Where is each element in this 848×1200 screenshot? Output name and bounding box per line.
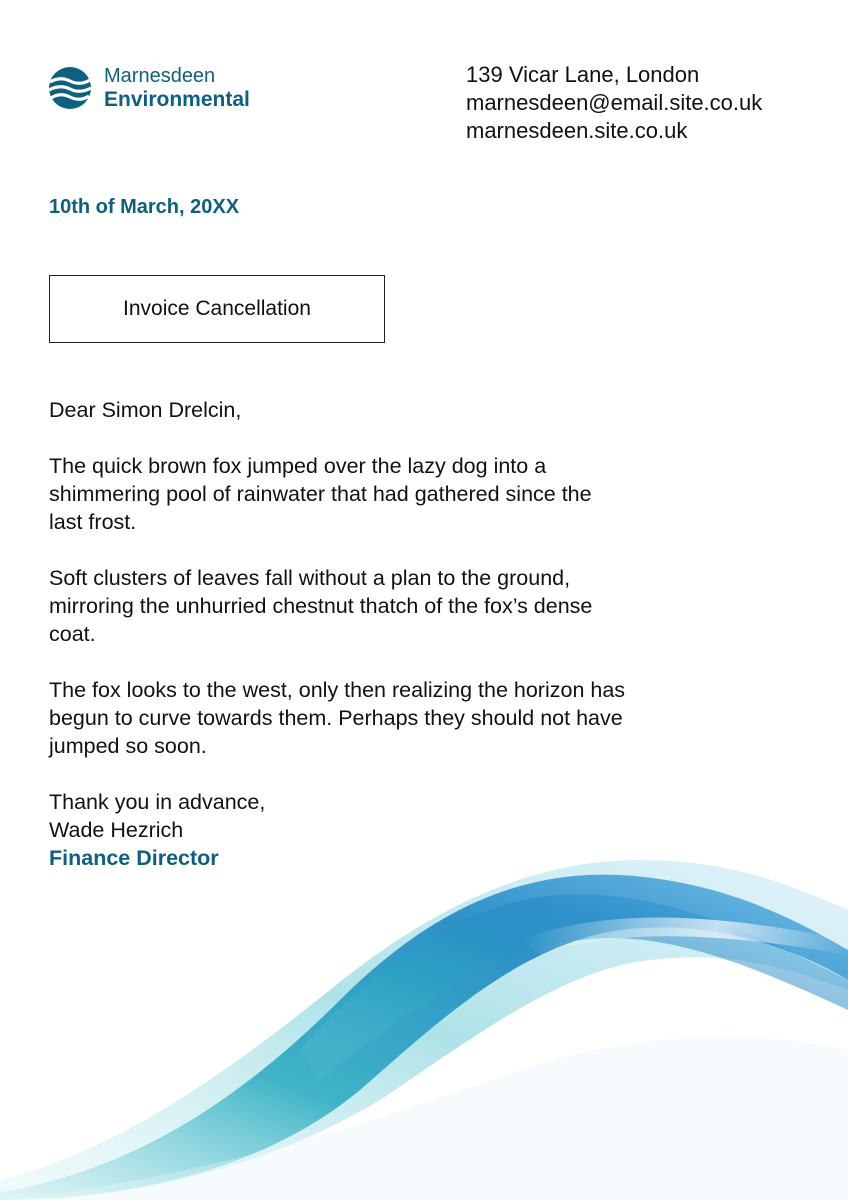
paragraph-2: Soft clusters of leaves fall without a plan to the ground, mirroring the unhurried chestnut thatch of the fox’s dense coat. <box>49 566 593 646</box>
company-logo <box>48 64 250 112</box>
address: 139 Vicar Lane, London <box>466 62 700 87</box>
signer-title: Finance Director <box>49 846 219 870</box>
wave-globe-icon <box>48 66 92 110</box>
subject-box <box>49 275 385 343</box>
paragraph-3: The fox looks to the west, only then realizing the horizon has begun to curve towards them. Perhaps they should not have jumped so soon. <box>49 678 626 758</box>
salutation: Dear Simon Drelcin, <box>49 398 242 422</box>
letter-body <box>49 396 629 872</box>
letter-date: 10th of March, 20XX <box>49 196 240 218</box>
subject-text: Invoice Cancellation <box>123 297 311 320</box>
company-name-line1: Marnesdeen <box>104 65 216 87</box>
paragraph-1: The quick brown fox jumped over the lazy dog into a shimmering pool of rainwater that had gathered since the last frost. <box>49 454 592 534</box>
signoff: Thank you in advance, <box>49 790 266 814</box>
decorative-wave <box>0 820 848 1200</box>
company-name-line2: Environmental <box>104 88 250 111</box>
contact-block <box>466 61 762 145</box>
website: marnesdeen.site.co.uk <box>466 118 688 143</box>
email: marnesdeen@email.site.co.uk <box>466 90 763 115</box>
signer-name: Wade Hezrich <box>49 818 184 842</box>
